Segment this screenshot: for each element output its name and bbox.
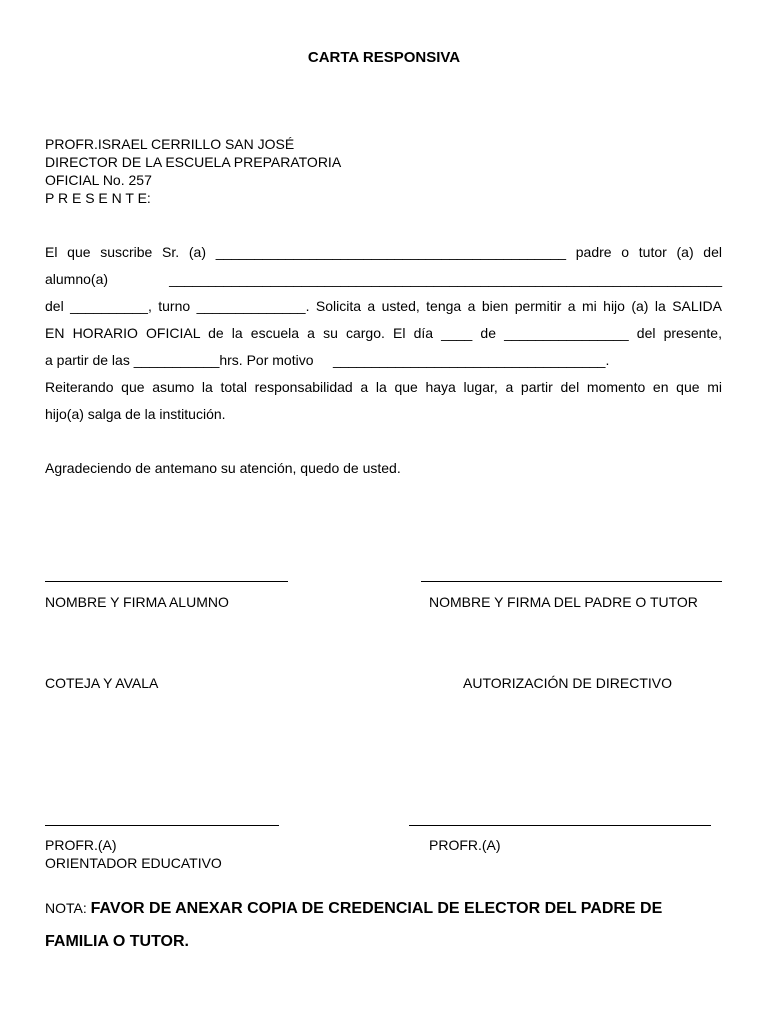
orientador-role-label: ORIENTADOR EDUCATIVO <box>45 855 222 871</box>
parent-signature-line <box>421 581 722 582</box>
orientador-prof-label: PROFR.(A) <box>45 837 117 853</box>
body-line-7: hijo(a) salga de la institución. <box>45 406 226 422</box>
closing-text: Agradeciendo de antemano su atención, quedo de usted. <box>45 460 401 476</box>
note-block <box>45 892 725 958</box>
document-title: CARTA RESPONSIVA <box>307 49 461 66</box>
body-line-3: del __________, turno ______________. Solicita a usted, tenga a bien permitir a mi hijo (a) la SALIDA <box>45 298 722 314</box>
orientador-signature-line <box>45 825 279 826</box>
recipient-name: PROFR.ISRAEL CERRILLO SAN JOSÉ <box>45 136 295 152</box>
body-line-2: alumno(a) _______________________________________________________________________ <box>45 271 722 287</box>
body-line-6: Reiterando que asumo la total responsabilidad a la que haya lugar, a partir del momento en que mi <box>45 379 722 395</box>
parent-signature-label: NOMBRE Y FIRMA DEL PADRE O TUTOR <box>429 594 698 610</box>
coteja-label: COTEJA Y AVALA <box>45 675 159 691</box>
student-signature-line <box>45 581 288 582</box>
recipient-title: DIRECTOR DE LA ESCUELA PREPARATORIA <box>45 154 342 170</box>
recipient-school: OFICIAL No. 257 <box>45 172 152 188</box>
note-text: FAVOR DE ANEXAR COPIA DE CREDENCIAL DE ELECTOR DEL PADRE DE FAMILIA O TUTOR. <box>45 900 663 950</box>
director-signature-line <box>409 825 711 826</box>
presente-label: P R E S E N T E: <box>45 190 151 206</box>
student-signature-label: NOMBRE Y FIRMA ALUMNO <box>45 594 229 610</box>
body-line-4: EN HORARIO OFICIAL de la escuela a su cargo. El día ____ de ________________ del presente, <box>45 325 722 341</box>
body-line-1: El que suscribe Sr. (a) _____________________________________________ padre o tutor (a) del <box>45 244 722 260</box>
note-label: NOTA: <box>45 900 91 916</box>
body-line-5: a partir de las ___________hrs. Por motivo ___________________________________. <box>45 352 610 368</box>
autorizacion-label: AUTORIZACIÓN DE DIRECTIVO <box>463 675 672 691</box>
director-prof-label: PROFR.(A) <box>429 837 501 853</box>
